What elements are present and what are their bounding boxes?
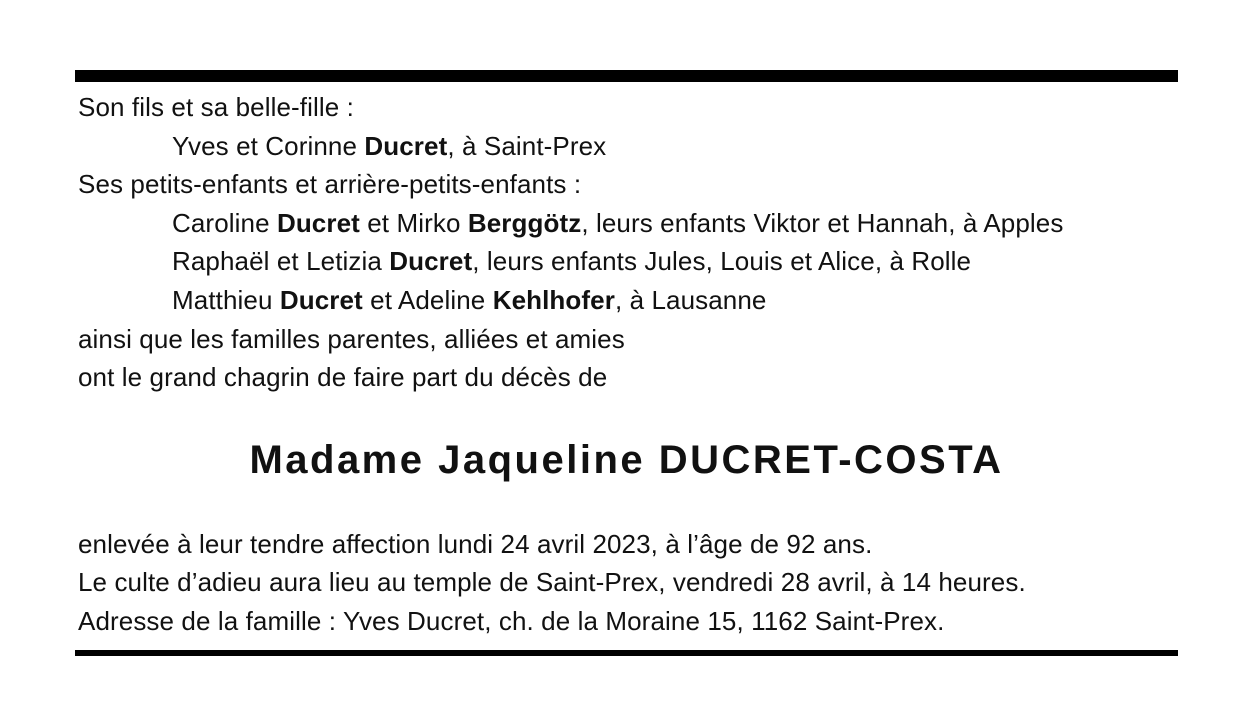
line-chagrin	[78, 358, 1178, 397]
line-familles-parentes	[78, 320, 1178, 359]
deceased-name-title: Madame Jaqueline DUCRET-COSTA	[249, 437, 1004, 482]
text-segment: , leurs enfants Jules, Louis et Alice, à Rolle	[472, 246, 972, 277]
surname-bold: Kehlhofer	[492, 284, 615, 315]
text-segment: Caroline	[172, 207, 277, 238]
text-segment: , à Lausanne	[614, 284, 767, 315]
surname-bold: Ducret	[276, 207, 360, 238]
text-segment: Son fils et sa belle-fille :	[78, 92, 354, 122]
line-raphael-letizia	[78, 242, 1178, 281]
text-segment: Adresse de la famille : Yves Ducret, ch. de la Moraine 15, 1162 Saint-Prex.	[78, 605, 945, 636]
line-caroline-mirko	[78, 204, 1178, 243]
text-segment: Le culte d’adieu aura lieu au temple de Saint-Prex, vendredi 28 avril, à 14 heures.	[78, 567, 1026, 598]
line-deces-date	[78, 525, 1178, 564]
surname-bold: Berggötz	[467, 207, 582, 238]
line-adresse	[78, 602, 1178, 641]
line-yves-corinne	[78, 127, 1178, 166]
text-segment: ont le grand chagrin de faire part du décès de	[78, 362, 608, 393]
text-segment: , leurs enfants Viktor et Hannah, à Apples	[581, 207, 1064, 238]
top-rule	[75, 70, 1178, 82]
text-segment: ainsi que les familles parentes, alliées et amies	[78, 323, 625, 354]
text-segment: Yves et Corinne	[172, 130, 365, 161]
text-segment: et Adeline	[362, 284, 493, 315]
family-section	[75, 88, 1178, 397]
surname-bold: Ducret	[279, 284, 363, 315]
text-segment: enlevée à leur tendre affection lundi 24 avril 2023, à l’âge de 92 ans.	[78, 528, 873, 559]
surname-bold: Ducret	[364, 130, 448, 161]
text-segment: , à Saint-Prex	[447, 130, 607, 161]
text-segment: Ses petits-enfants et arrière-petits-enfants :	[78, 169, 582, 200]
text-segment: Matthieu	[172, 284, 280, 315]
details-section	[75, 525, 1178, 641]
line-son-et-belle-fille	[78, 88, 1178, 127]
surname-bold: Ducret	[389, 246, 473, 277]
death-notice	[75, 0, 1178, 656]
line-culte	[78, 563, 1178, 602]
text-segment: et Mirko	[359, 207, 468, 238]
line-petits-enfants	[78, 165, 1178, 204]
line-matthieu-adeline	[78, 281, 1178, 320]
bottom-rule	[75, 650, 1178, 656]
text-segment: Raphaël et Letizia	[172, 246, 390, 277]
